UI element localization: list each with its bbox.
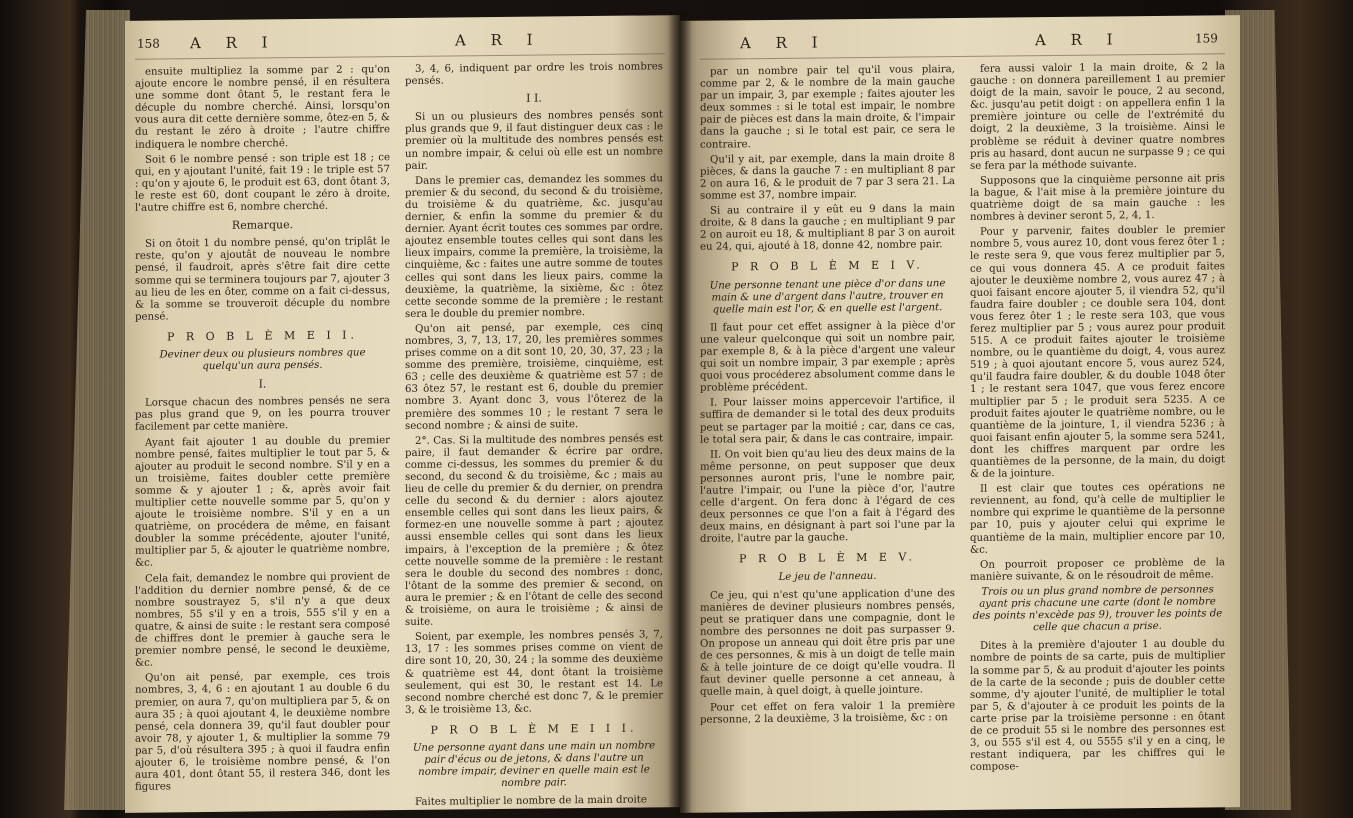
paragraph: I. Pour laisser moins appercevoir l'artifice, il suffira de demander si le total des deux produits peut se partager par la moitié ; car, dans ce cas, le total sera pair, & dans le cas contraire, impair. [700,395,955,446]
paragraph: Dites à la première d'ajouter 1 au double du nombre de points de sa carte, puis de multiplier la somme par 5, & au produit d'ajouter les points de la carte de la seconde ; puis de doubler cette somme, d'y ajouter l'unité, de multiplier le total par 5, & d'ajouter à ce produit les points de la carte prise par la troisième personne : en ôtant de ce produit 55 si le nombre des personnes est 3, ou 555 s'il est 4, ou 5555 s'il y en a cinq, le restant indiquera, par les chiffres qui le compose- [970,638,1225,774]
paragraph: par un nombre pair tel qu'il vous plaira, comme par 2, & le nombre de la main gauche par un impair, 3, par exemple ; faites ajouter les deux sommes : si le total est impair, le nombre pair de pièces est dans la main droite, & l'impair dans la gauche ; si le total est pair, ce sera le contraire. [700,64,955,151]
right-page-column-2 [970,61,1225,777]
paragraph: Si au contraire il y eût eu 9 dans la main droite, & 8 dans la gauche ; en multipliant 9 par 2 on auroit eu 18, & multipliant 8 par 3 on auroit eu 24, qui, ajouté à 18, donne 42, nombre pair. [700,203,955,254]
running-head-right-1: A R I [740,33,828,53]
problem-statement: Une personne ayant dans une main un nombre pair d'écus ou de jetons, & dans l'autre un nombre impair, deviner en quelle main est le nombre pair. [412,740,656,790]
paragraph: Qu'on ait pensé, par exemple, ces cinq nombres, 3, 7, 13, 17, 20, les premières sommes prises comme on a dit sont 10, 20, 30, 37, 23 ; la somme des première, troisième, cinquième, est 63 ; celle des deuxième & quatrième est 57 : de 63 ôtez 57, le restant est 6, double du premier nombre 3. Ayant donc 3, vous l'ôterez de la première des sommes 10 ; le restant 7 sera le second nombre ; & ainsi de suite. [405,321,663,432]
page-edges-left [20,10,130,810]
page-number-left: 158 [137,36,160,51]
book-gutter [668,10,692,815]
paragraph: Qu'il y ait, par exemple, dans la main droite 8 pièces, & dans la gauche 7 : en multipliant 8 par 2 on aura 16, & le produit de 7 par 3 sera 21. La somme est 37, nombre impair. [700,151,955,202]
paragraph: Si un ou plusieurs des nombres pensés sont plus grands que 9, il faut distinguer deux cas : le premier où la multitude des nombres pensés est un nombre impair, & celui où elle est un nombre pair. [405,109,663,172]
paragraph: Cela fait, demandez le nombre qui provient de l'addition du dernier nombre pensé, & de ce nombre soustrayez 5, s'il n'y a que deux nombres, 55 s'il y en a trois, 555 s'il y en a quatre, & ainsi de suite : le restant sera composé de chiffres dont le premier à gauche sera le premier nombre pensé, le second le deuxième, &c. [135,570,390,670]
header-rule [135,53,665,60]
running-head-right-2: A R I [1035,30,1123,50]
paragraph: Pour y parvenir, faites doubler le premier nombre 5, vous aurez 10, dont vous ferez ôter 1 ; le reste sera 9, que vous ferez multiplier par 5, ce qui vous donnera 45. A ce produit faites ajouter le deuxième nombre 2, vous aurez 47 ; à quoi faisant encore ajouter 5, il viendra 52, qu'il faudra faire doubler ; ce double sera 104, dont vous ferez ôter 1 ; le reste sera 103, que vous ferez multiplier par 5 ; vous aurez pour produit 515. A ce produit faites ajouter le troisième nombre, ou le quantième du doigt, 4, vous aurez 519 ; à quoi ajoutant encore 5, vous aurez 524, qu'il faudra faire doubler, & du double 1048 ôter 1 ; le restant sera 1047, que vous ferez encore multiplier par 5 ; le produit sera 5235. A ce produit faites ajouter le quatrième nombre, ou le quantième de la jointure, 1, il viendra 5236 ; à quoi faisant enfin ajouter 5, la somme sera 5241, dont les chiffres marquent par ordre les quantièmes de la personne, de la main, du doigt & de la jointure. [970,224,1225,480]
left-page-column-1 [135,64,390,797]
paragraph: Faites multiplier le nombre de la main droite [415,794,647,809]
paragraph: fera aussi valoir 1 la main droite, & 2 la gauche : on donnera pareillement 1 au premier doigt de la main, savoir le pouce, 2 au second, &c. jusqu'au petit doigt : on appellera enfin 1 la première jointure ou celle de l'extrémité du doigt, 2 la deuxième, 3 la troisième. Ainsi le problème se réduit à deviner quatre nombres pris au hasard, dont aucun ne surpasse 9 ; ce qui se fera par la méthode suivante. [970,61,1225,172]
problem-statement: Une personne tenant une pièce d'or dans une main & une d'argent dans l'autre, trouver en quelle main est l'or, & en quelle est l'argent. [709,277,946,316]
right-page [680,15,1240,813]
paragraph: ensuite multipliez la somme par 2 : qu'on ajoute encore le nombre pensé, il en résultera une somme dont ôtant 5, le restant fera le décuple du nombre cherché. Ainsi, lorsqu'on vous aura dit cette dernière somme, ôtez-en 5, & du restant le zéro à droite ; l'autre chiffre indiquera le nombre cherché. [135,64,390,151]
right-page-column-1 [700,64,955,729]
left-page [125,15,680,813]
header-rule [700,53,1225,59]
page-number-right: 159 [1195,31,1218,46]
paragraph: Qu'on ait pensé, par exemple, ces trois nombres, 3, 4, 6 : en ajoutant 1 au double 6 du premier, on aura 7, qu'on multipliera par 5, & on aura 35 ; à quoi ajoutant 4, le deuxième nombre pensé, cela donnera 39, qu'il faut doubler pour avoir 78, y ajouter 1, & multiplier la somme 79 par 5, d'où résultera 395 ; à quoi il faudra enfin ajouter 6, le troisième nombre pensé, & l'on aura 401, dont ôtant 55, il restera 346, dont les figures [135,670,390,793]
running-head-left-2: A R I [455,30,543,50]
problem-statement: Deviner deux ou plusieurs nombres que quelqu'un aura pensés. [159,347,366,373]
paragraph: Pour cet effet on fera valoir 1 la première personne, 2 la deuxième, 3 la troisième, &c : on [700,699,955,726]
paragraph: Ce jeu, qui n'est qu'une application d'une des manières de deviner plusieurs nombres pensés, peut se pratiquer dans une compagnie, dont le nombre des personnes ne doit pas surpasser 9. On propose un anneau qui doit être pris par une de ces personnes, & mis à un doigt de telle main & à telle jointure de ce doigt qu'elle voudra. Il faut deviner quelle personne a cet anneau, à quelle main, à quel doigt, à quelle jointure. [700,587,955,699]
section-heading: Remarque. [231,218,294,232]
paragraph: Il est clair que toutes ces opérations ne reviennent, au fond, qu'à celle de multiplier le nombre qui exprime le quantième de la personne par 10, puis y ajouter celui qui exprime le quantième de la main, multiplier encore par 10, &c. [970,481,1225,556]
problem-heading: P R O B L È M E I V. [731,258,924,274]
paragraph: 2°. Cas. Si la multitude des nombres pensés est paire, il faut demander & écrire par ordre, comme ci-dessus, les sommes du premier & du second, du second & du troisième, &c ; mais au lieu de celle du premier & du dernier, on prendra celle du second & du dernier : alors ajoutez ensemble celles qui sont dans les lieux pairs, & formez-en une nouvelle somme à part ; ajoutez aussi ensemble celles qui sont dans les lieux impairs, à l'exception de la première ; & ôtez cette nouvelle somme de la première : le restant sera le double du second des nombres : donc, l'ôtant de la somme des premier & second, on aura le premier ; & en l'ôtant de celle des second & troisième, on aura le troisième ; & ainsi de suite. [405,432,663,629]
subtitle: Le jeu de l'anneau. [778,570,877,583]
problem-heading: P R O B L È M E I I I. [430,721,638,737]
paragraph: Lorsque chacun des nombres pensés ne sera pas plus grand que 9, on les pourra trouver facilement par cette manière. [135,395,390,434]
left-page-column-2 [405,61,663,812]
page-edges-right [1225,10,1335,810]
section-heading: I. [258,377,267,391]
problem-heading: P R O B L È M E V. [739,550,916,566]
paragraph: On pourroit proposer ce problème de la manière suivante, & on le résoudroit de même. [970,556,1225,583]
paragraph: II. On voit bien qu'au lieu des deux mains de la même personne, on peut supposer que deux personnes auront pris, l'une le nombre pair, l'autre l'impair, ou l'une la pièce d'or, l'autre celle d'argent. On fera donc à l'égard de ces deux personnes ce que l'on a fait à l'égard des deux mains, en désignant à part soi l'une par la droite, l'autre par la gauche. [700,446,955,546]
problem-statement: Trois ou un plus grand nombre de personnes ayant pris chacune une carte (dont le nombre des points n'excède pas 9), trouver les points de celle que chacun a prise. [972,584,1223,634]
paragraph: Soient, par exemple, les nombres pensés 3, 7, 13, 17 : les sommes prises comme on vient de dire sont 10, 20, 30, 24 ; la somme des deuxième & quatrième est 44, dont ôtant la troisième seulement, qui est 30, le restant est 14. Le second nombre cherché est donc 7, & le premier 3, & le troisième 13, &c. [405,629,663,716]
running-head-left-1: A R I [190,33,278,53]
paragraph: Si on ôtoit 1 du nombre pensé, qu'on triplât le reste, qu'on y ajoutât de nouveau le nombre pensé, il faudroit, après s'être fait dire cette somme qui se terminera toujours par 7, ajouter 3 au lieu de les en ôter, comme on a fait ci-dessus, & la somme se trouveroit décuple du nombre pensé. [135,236,390,323]
paragraph: 3, 4, 6, indiquent par ordre les trois nombres pensés. [405,61,663,88]
paragraph: Soit 6 le nombre pensé : son triple est 18 ; ce qui, en y ajoutant l'unité, fait 19 : le triple est 57 : qu'on y ajoute 6, le produit est 63, dont ôtant 3, le reste est 60, dont coupant le zéro à droite, l'autre chiffre est 6, nombre cherché. [135,151,390,214]
paragraph: Supposons que la cinquième personne ait pris la bague, & l'ait mise à la première jointure du quatrième doigt de sa main gauche : les nombres à deviner seront 5, 2, 4, 1. [970,173,1225,224]
paragraph: Dans le premier cas, demandez les sommes du premier & du second, du second & du troisième, du troisième & du quatrième, &c. jusqu'au dernier, & enfin la somme du premier & du dernier. Ayant écrit toutes ces sommes par ordre, ajoutez ensemble toutes celles qui sont dans les lieux impairs, comme la première, la troisième, la cinquième, &c : faites une autre somme de toutes celles qui sont dans les lieux pairs, comme la deuxième, la quatrième, la sixième, &c : ôtez cette seconde somme de la première ; le restant sera le double du premier nombre. [405,173,663,320]
paragraph: Il faut pour cet effet assigner à la pièce d'or une valeur quelconque qui soit un nombre pair, par exemple 8, & à la pièce d'argent une valeur qui soit un nombre impair, 3 par exemple ; après quoi vous procéderez absolument comme dans le problème précédent. [700,319,955,394]
problem-heading: P R O B L È M E I I. [166,328,359,344]
paragraph: Ayant fait ajouter 1 au double du premier nombre pensé, faites multiplier le tout par 5, & ajouter au produit le second nombre. S'il y en a un troisième, faites doubler cette première somme & y ajouter 1 ; &, après avoir fait multiplier cette nouvelle somme par 5, qu'on y ajoute le troisième nombre. S'il y en a un quatrième, on procédera de même, en faisant doubler la somme précédente, ajouter l'unité, multiplier par 5, & ajouter le quatrième nombre, &c. [135,434,390,570]
section-heading: I I. [526,91,542,105]
